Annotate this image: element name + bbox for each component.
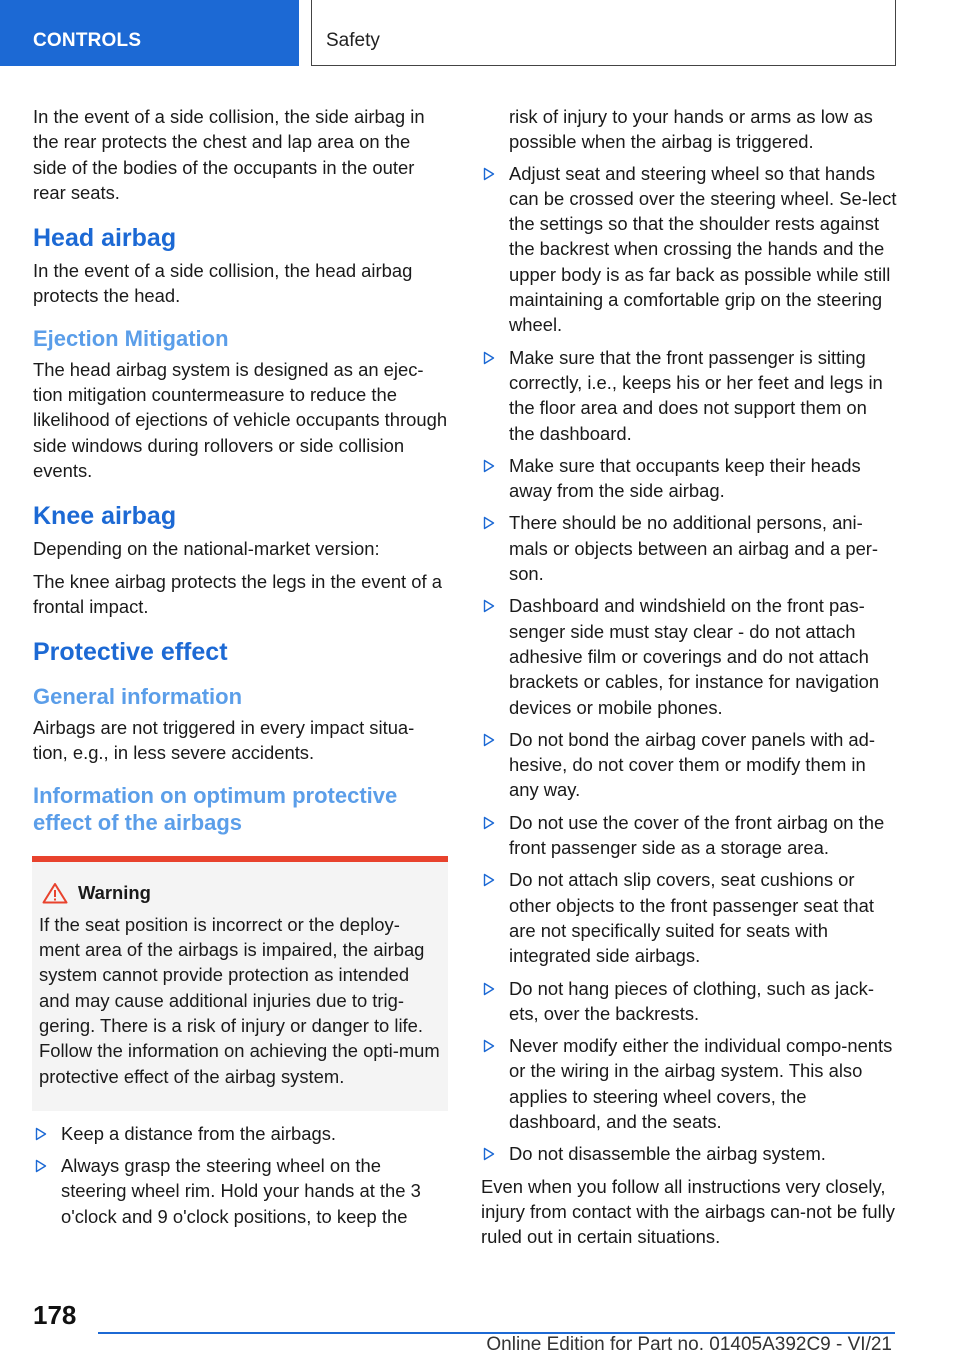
- list-item-text: Always grasp the steering wheel on the steering wheel rim. Hold your hands at the 3 o'clock and 9 o'clock positions, to keep the: [61, 1155, 421, 1227]
- triangle-bullet-icon: [483, 816, 495, 830]
- triangle-bullet-icon: [483, 599, 495, 613]
- list-item: [481, 810, 897, 861]
- list-item: [481, 867, 897, 968]
- list-item: [481, 1141, 897, 1166]
- list-item: [33, 1121, 449, 1146]
- triangle-bullet-icon: [35, 1127, 47, 1141]
- head-airbag-heading: Head airbag: [33, 224, 177, 253]
- triangle-bullet-icon: [483, 982, 495, 996]
- list-item-text: Do not use the cover of the front airbag on the front passenger side as a storage area.: [509, 811, 885, 859]
- ejection-mitigation-heading: Ejection Mitigation: [33, 325, 229, 351]
- knee-airbag-text-1: Depending on the national-market version:: [33, 538, 380, 560]
- list-item: [481, 593, 897, 719]
- protective-effect-heading: Protective effect: [33, 638, 228, 667]
- list-item: [481, 727, 897, 803]
- closing-paragraph: Even when you follow all instructions very closely, injury from contact with the airbags can‐not be fully ruled out in certain situations.: [481, 1175, 895, 1248]
- page-number: 178: [33, 1300, 77, 1330]
- knee-airbag-text-2: The knee airbag protects the legs in the event of a frontal impact.: [33, 570, 442, 617]
- triangle-bullet-icon: [483, 1147, 495, 1161]
- list-item-text: There should be no additional persons, ani‐mals or objects between an airbag and a per‐son.: [509, 512, 879, 585]
- triangle-bullet-icon: [483, 733, 495, 747]
- list-item-text: Dashboard and windshield on the front pas‐senger side must stay clear - do not attach adhesive film or coverings and do not attach brackets or cables, for instance for navigation devices or mobile phones.: [509, 595, 880, 718]
- list-item: [481, 976, 897, 1027]
- list-item: [33, 1153, 449, 1229]
- warning-header: [39, 882, 440, 904]
- list-item-text: Do not attach slip covers, seat cushions or other objects to the front passenger seat that are not specifically suited for seats with integrated side airbags.: [509, 869, 874, 967]
- left-bullet-list: [33, 1121, 449, 1229]
- triangle-bullet-icon: [483, 351, 495, 365]
- triangle-bullet-icon: [483, 167, 495, 181]
- footer-edition: Online Edition for Part no. 01405A392C9 - VI/21: [486, 1334, 892, 1355]
- list-item-text: Adjust seat and steering wheel so that hands can be crossed over the steering wheel. Se‐lect the settings so that the shoulder rests against the backrest when crossing the hands and the upper body is as far back as possible while still maintaining a comfortable grip on the steering wheel.: [509, 162, 897, 336]
- section-title: Safety: [311, 0, 896, 66]
- knee-airbag-heading: Knee airbag: [33, 502, 177, 531]
- list-item-text: Never modify either the individual compo‐nents or the wiring in the airbag system. This also applies to steering wheel covers, the dashboard, and the seats.: [509, 1035, 893, 1132]
- warning-triangle-icon: [42, 882, 68, 904]
- list-item-text: Do not hang pieces of clothing, such as jack‐ets, over the backrests.: [509, 977, 874, 1024]
- ejection-mitigation-text: The head airbag system is designed as an ejec‐tion mitigation countermeasure to reduce the likelihood of ejections of vehicle occupants through side windows during rollovers or side collision events.: [33, 358, 448, 481]
- list-item: [481, 453, 897, 504]
- list-item-text: Do not disassemble the airbag system.: [509, 1143, 826, 1165]
- right-column: [481, 104, 897, 1255]
- left-column: [33, 104, 449, 1236]
- head-airbag-text: In the event of a side collision, the head airbag protects the head.: [33, 260, 413, 307]
- list-item: [481, 161, 897, 338]
- list-item: [481, 510, 897, 586]
- list-item-text: Make sure that occupants keep their heads away from the side airbag.: [509, 454, 861, 502]
- intro-paragraph: In the event of a side collision, the side airbag in the rear protects the chest and lap area on the side of the bodies of the occupants in the outer rear seats.: [33, 106, 425, 203]
- triangle-bullet-icon: [483, 1039, 495, 1053]
- triangle-bullet-icon: [483, 873, 495, 887]
- continuation-text: risk of injury to your hands or arms as low as possible when the airbag is triggered.: [509, 106, 873, 153]
- general-information-heading: General information: [33, 684, 243, 710]
- triangle-bullet-icon: [483, 459, 495, 473]
- general-information-text: Airbags are not triggered in every impact situa‐tion, e.g., in less severe accidents.: [33, 717, 415, 764]
- right-bullet-list: [481, 161, 897, 1167]
- optimum-protection-heading: Information on optimum protective effect of the airbags: [33, 782, 398, 835]
- warning-text: If the seat position is incorrect or the deploy‐ment area of the airbags is impaired, the airbag system cannot provide protection as intended and may cause additional injuries due to trig‐gering. There is a risk of injury or danger to life. Follow the information on achieving the opti‐mum protective effect of the airbag system.: [39, 913, 440, 1087]
- list-item-text: Make sure that the front passenger is sitting correctly, i.e., keeps his or her feet and legs in the floor area and does not support them on the dashboard.: [509, 346, 883, 444]
- warning-box: [32, 856, 448, 1111]
- list-item: [481, 345, 897, 446]
- chapter-tab[interactable]: CONTROLS: [0, 0, 299, 66]
- list-item-text: Keep a distance from the airbags.: [61, 1122, 336, 1144]
- list-item-text: Do not bond the airbag cover panels with ad‐hesive, do not cover them or modify them in any way.: [509, 728, 875, 801]
- triangle-bullet-icon: [35, 1159, 47, 1173]
- list-item: [481, 1033, 897, 1134]
- triangle-bullet-icon: [483, 516, 495, 530]
- warning-title: Warning: [78, 881, 151, 903]
